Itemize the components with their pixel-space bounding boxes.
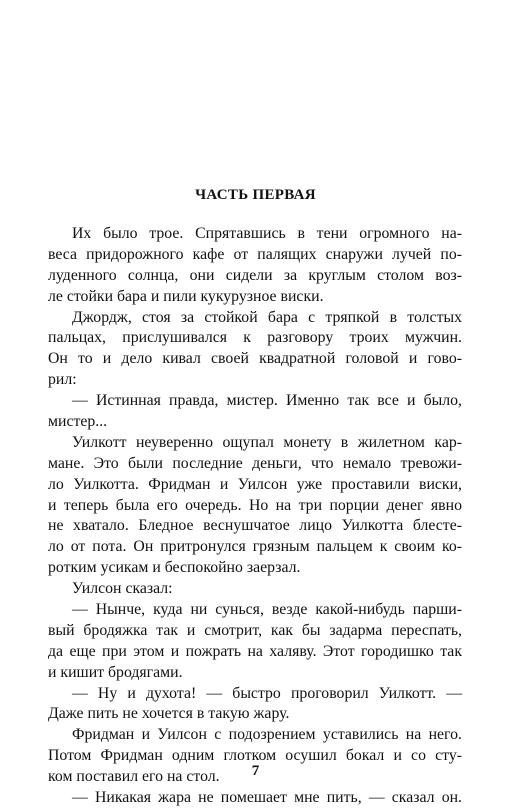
text-line: и кишит бродягами. <box>48 663 183 681</box>
text-line: веса придорожного кафе от палящих снаружи лучей по- <box>48 245 462 263</box>
text-line: — Ну и духота! — быстро проговорил Уилкотт. — <box>72 684 462 702</box>
text-line: Джордж, стоя за стойкой бара с тряпкой в толстых <box>72 308 462 326</box>
text-line: ком поставил его на стол. <box>48 768 220 786</box>
text-line: Фридман и Уилсон с подозрением уставились на него. <box>72 726 462 744</box>
text-line: ротким усикам и беспокойно заерзал. <box>48 559 301 577</box>
text-line: Даже пить не хочется в такую жару. <box>48 705 290 723</box>
body-text <box>48 224 462 809</box>
text-line: — Истинная правда, мистер. Именно так все и было, <box>72 392 462 410</box>
text-line: — Нынче, куда ни сунься, везде какой-нибудь парши- <box>72 601 462 619</box>
text-line: пальцах, прислушивался к разговору троих мужчин. <box>48 329 462 347</box>
text-line: не хватало. Бледное веснушчатое лицо Уилкотта блесте- <box>48 517 462 535</box>
text-line: рил: <box>48 371 77 389</box>
text-line: Потом Фридман одним глотком осушил бокал и со сту- <box>48 747 462 765</box>
text-line: вый бродяжка так и смотрит, как бы задарма переспать, <box>48 621 462 639</box>
text-line: — Никакая жара не помешает мне пить, — сказал он. <box>72 789 462 807</box>
text-line: Он то и дело кивал своей квадратной головой и гово- <box>48 350 462 368</box>
page-number: 7 <box>251 763 260 779</box>
text-line: и теперь была его очередь. Но на три порции денег явно <box>48 496 462 514</box>
text-line: ло Уилкотта. Фридман и Уилсон уже проставили виски, <box>48 475 462 493</box>
text-line: ло от пота. Он притронулся грязным пальцем к своим ко- <box>48 538 462 556</box>
text-line: луденного солнца, они сидели за круглым столом воз- <box>48 266 462 284</box>
chapter-heading: ЧАСТЬ ПЕРВАЯ <box>195 187 316 203</box>
text-line: ле стойки бара и пили кукурузное виски. <box>48 287 324 305</box>
text-line: да еще при этом и пожрать на халяву. Этот городишко так <box>48 642 462 660</box>
text-line: мане. Это были последние деньги, что немало тревожи- <box>48 454 462 472</box>
text-line: мистер... <box>48 413 108 431</box>
text-line: Их было трое. Спрятавшись в тени огромного на- <box>72 225 462 242</box>
text-line: Уилсон сказал: <box>72 580 173 598</box>
text-line: Уилкотт неуверенно ощупал монету в жилетном кар- <box>72 433 462 451</box>
